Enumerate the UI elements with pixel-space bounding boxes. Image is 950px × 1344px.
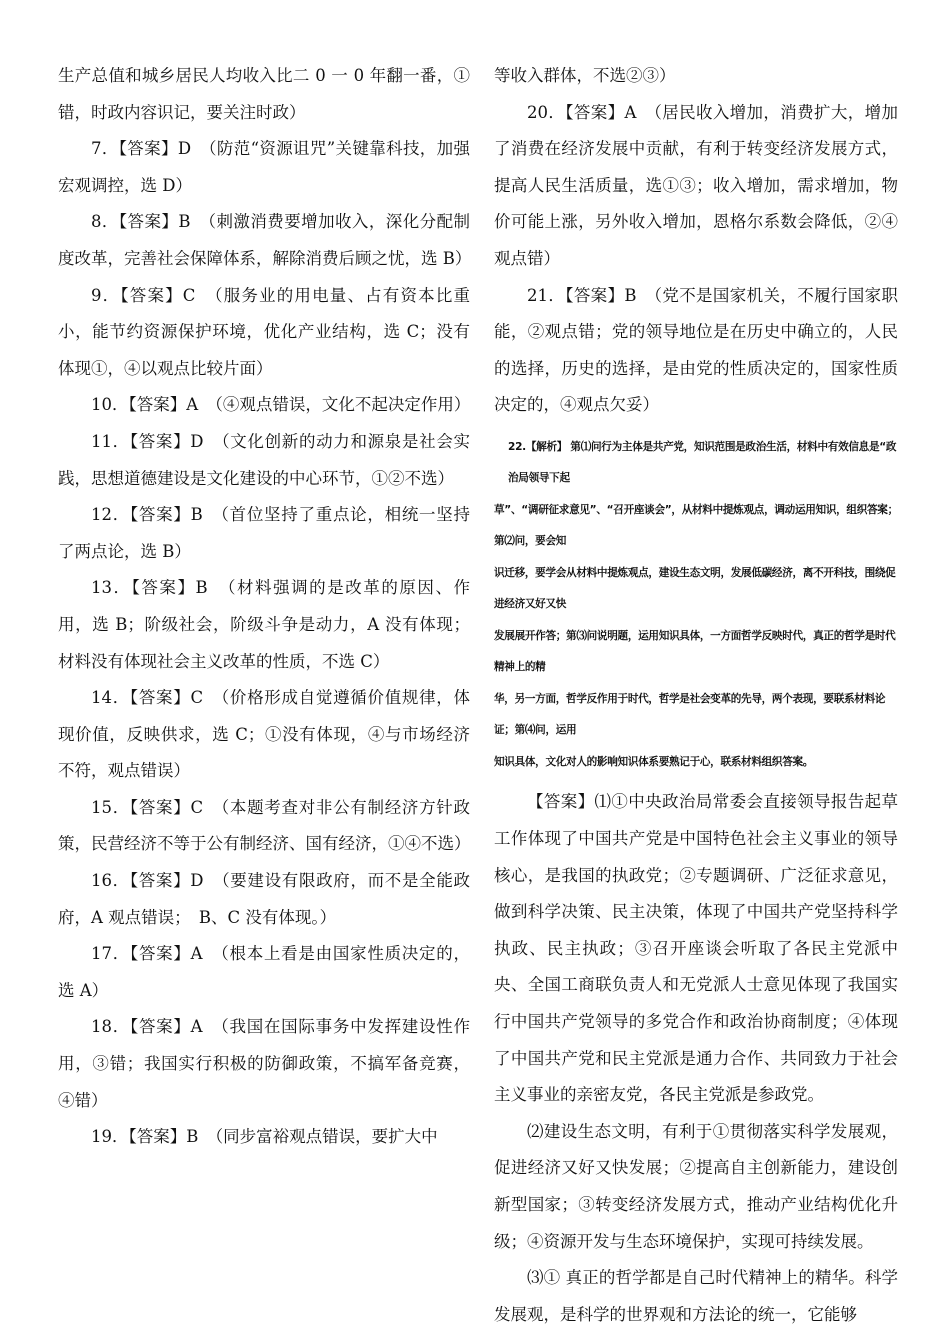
answer-9: 9．【答案】C （服务业的用电量、占有资本比重小，能节约资源保护环境，优化产业结构，选 C；没有体现①，④以观点比较片面）: [58, 285, 470, 378]
left-column: [58, 58, 470, 1156]
answer-18: 18．【答案】A （我国在国际事务中发挥建设性作用，③错；我国实行积极的防御政策，不搞军备竞赛，④错）: [58, 1017, 470, 1110]
analysis-line: 识迁移，要学会从材料中提炼观点，建设生态文明，发展低碳经济，离不开科技，围绕促进经济又好又快: [494, 566, 896, 611]
answer-21: 21．【答案】B （党不是国家机关，不履行国家职能，②观点错；党的领导地位是在历史中确立的，人民的选择，历史的选择，是由党的性质决定的，国家性质决定的，④观点欠妥）: [494, 285, 898, 415]
answer-13: 13．【答案】B （材料强调的是改革的原因、作用，选 B；阶级社会，阶级斗争是动力，A 没有体现；材料没有体现社会主义改革的性质，不选 C）: [58, 578, 470, 671]
answer-7: 7．【答案】D （防范“资源诅咒”关键靠科技，加强宏观调控，选 D）: [58, 139, 470, 195]
answer-11: 11．【答案】D （文化创新的动力和源泉是社会实践，思想道德建设是文化建设的中心环节，①②不选）: [58, 431, 470, 488]
analysis-note-22: [494, 432, 898, 779]
answer-14: 14．【答案】C （价格形成自觉遵循价值规律，体现价值，反映供求，选 C；①没有体现，④与市场经济不符，观点错误）: [58, 688, 470, 781]
analysis-line: 草”、“调研征求意见”、“召开座谈会”，从材料中提炼观点，调动运用知识，组织答案；第⑵问，要会知: [494, 503, 898, 548]
answer-15: 15．【答案】C （本题考查对非公有制经济方针政策，民营经济不等于公有制经济、国有经济，①④不选）: [58, 797, 471, 854]
answer-22-part-2: ⑵建设生态文明，有利于①贯彻落实科学发展观，促进经济又好又快发展；②提高自主创新能力，建设创新型国家；③转变经济发展方式，推动产业结构优化升级；④资源开发与生态环境保护，实现可持续发展。: [494, 1121, 898, 1251]
answer-10: 10．【答案】A （④观点错误，文化不起决定作用）: [91, 395, 471, 415]
analysis-line: 22.【解析】 第⑴问行为主体是共产党，知识范围是政治生活，材料中有效信息是“政治局领导下起: [508, 440, 897, 485]
answer-17: 17．【答案】A （根本上看是由国家性质决定的，选 A）: [58, 944, 470, 1000]
answer-20: 20．【答案】A （居民收入增加，消费扩大，增加了消费在经济发展中贡献，有利于转变经济发展方式，提高人民生活质量，选①③；收入增加，需求增加，物价可能上涨，另外收入增加，恩格尔系数会降低，②④观点错）: [494, 102, 898, 268]
answer-6-continued: 生产总值和城乡居民人均收入比二 0 一 0 年翻一番，①错，时政内容识记，要关注时政）: [58, 66, 470, 122]
answer-22-part-1: 【答案】⑴①中央政治局常委会直接领导报告起草工作体现了中国共产党是中国特色社会主义事业的领导核心，是我国的执政党；②专题调研、广泛征求意见，做到科学决策、民主决策，体现了中国共产党坚持科学执政、民主执政；③召开座谈会听取了各民主党派中央、全国工商联负责人和无党派人士意见体现了我国实行中国共产党领导的多党合作和政治协商制度；④体现了中国共产党和民主党派是通力合作、共同致力于社会主义事业的亲密友党，各民主党派是参政党。: [494, 792, 898, 1105]
answer-19: 19．【答案】B （同步富裕观点错误，要扩大中: [91, 1127, 438, 1147]
answer-8: 8．【答案】B （刺激消费要增加收入，深化分配制度改革，完善社会保障体系，解除消费后顾之忧，选 B）: [58, 212, 472, 268]
right-column: [494, 58, 898, 1333]
answer-22-part-3: ⑶① 真正的哲学都是自己时代精神上的精华。科学发展观，是科学的世界观和方法论的统一，它能够: [494, 1268, 898, 1324]
analysis-line: 发展展开作答；第⑶问说明题，运用知识具体，一方面哲学反映时代，真正的哲学是时代精神上的精: [494, 629, 896, 674]
analysis-line: 知识具体，文化对人的影响知识体系要熟记于心，联系材料组织答案。: [494, 755, 814, 768]
answer-12: 12．【答案】B （首位坚持了重点论，相统一坚持了两点论，选 B）: [58, 505, 470, 561]
answer-16: 16．【答案】D （要建设有限政府，而不是全能政府，A 观点错误； B、C 没有体现。）: [58, 871, 470, 927]
analysis-line: 华，另一方面，哲学反作用于时代，哲学是社会变革的先导，两个表现，要联系材料论证；第⑷问，运用: [494, 692, 886, 737]
answer-19-continued: 等收入群体，不选②③）: [494, 66, 676, 85]
